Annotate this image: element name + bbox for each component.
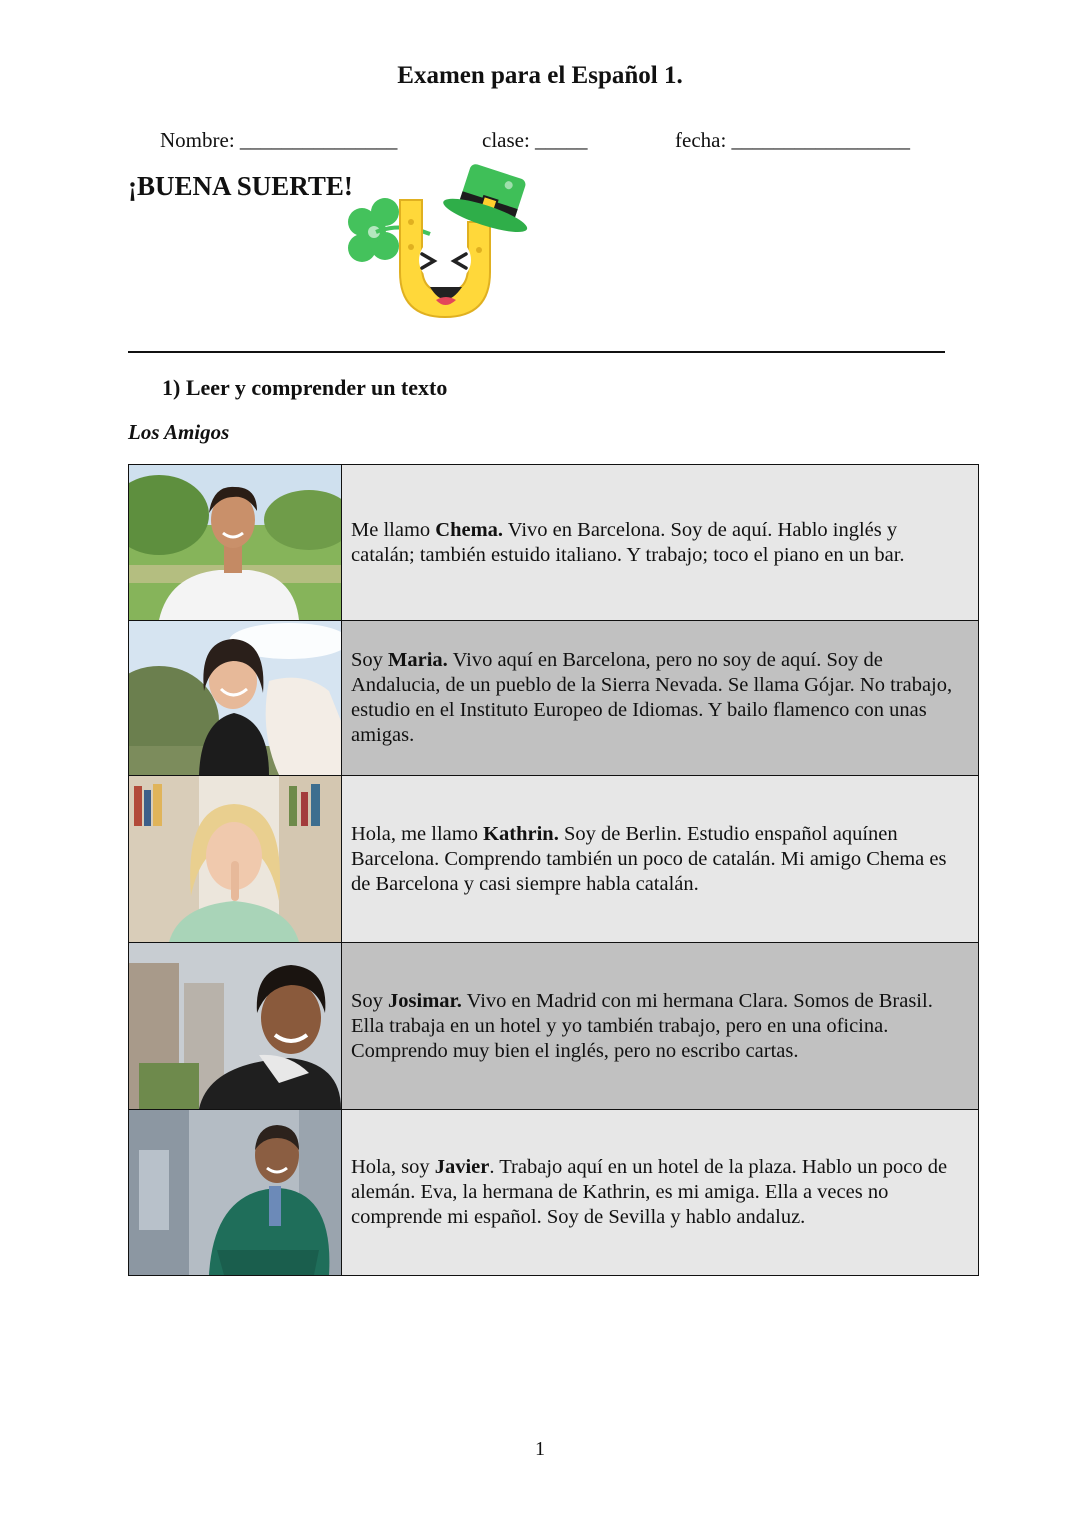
javier-photo (129, 1110, 342, 1275)
table-row (129, 775, 978, 942)
table-row (129, 465, 978, 620)
chema-photo (129, 465, 342, 620)
table-row (129, 620, 978, 775)
exam-title: Examen para el Español 1. (397, 62, 683, 89)
lucky-horseshoe-icon (340, 162, 540, 327)
date-field[interactable]: fecha: _________________ (675, 128, 911, 152)
chema-description: Vivo en Barcelona. Soy de aquí. Hablo inglés y catalán; también estuido italiano. Y trabajo; toco el piano en un bar. (351, 518, 905, 566)
table-row (129, 1109, 978, 1275)
chema-name: Chema. (435, 518, 504, 541)
section-divider (128, 351, 945, 353)
class-field[interactable]: clase: _____ (482, 128, 588, 152)
josimar-photo (129, 943, 342, 1109)
kathrin-text (342, 776, 978, 942)
name-field[interactable]: Nombre: _______________ (160, 128, 398, 152)
section-heading: 1) Leer y comprender un texto (162, 375, 448, 400)
maria-intro: Soy (351, 649, 389, 671)
josimar-intro: Soy (351, 989, 389, 1012)
maria-name: Maria. (388, 649, 448, 671)
maria-photo (129, 621, 342, 775)
javier-name: Javier (434, 1156, 490, 1178)
kathrin-name: Kathrin. (483, 822, 559, 845)
javier-intro: Hola, soy (351, 1156, 435, 1178)
kathrin-photo (129, 776, 342, 942)
maria-text (342, 621, 978, 775)
kathrin-intro: Hola, me llamo (351, 822, 484, 845)
javier-description: . Trabajo aquí en un hotel de la plaza. Hablo un poco de alemán. Eva, la hermana de Kathrin, es mi amiga. Ella a veces no comprende mi español. Soy de Sevilla y hablo andaluz. (351, 1156, 948, 1228)
maria-description: Vivo aquí en Barcelona, pero no soy de aquí. Soy de Andalucia, de un pueblo de la Sierra Nevada. Se llama Gójar. No trabajo, estudio en el Instituto Europeo de Idiomas. Y bailo flamenco con unas amigas. (351, 649, 953, 746)
javier-text (342, 1110, 978, 1275)
josimar-name: Josimar. (388, 989, 462, 1012)
good-luck-text: ¡BUENA SUERTE! (128, 171, 353, 201)
josimar-description: Vivo en Madrid con mi hermana Clara. Somos de Brasil. Ella trabaja en un hotel y yo también trabajo, pero en una oficina. Comprendo muy bien el inglés, pero no escribo cartas. (351, 989, 933, 1062)
table-row (129, 942, 978, 1109)
kathrin-description: Soy de Berlin. Estudio enspañol aquínen Barcelona. Comprendo también un poco de catalán. Mi amigo Chema es de Barcelona y casi siempre habla catalán. (351, 822, 947, 895)
josimar-text (342, 943, 978, 1109)
chema-intro: Me llamo (351, 518, 436, 541)
chema-text (342, 465, 978, 620)
reading-title: Los Amigos (128, 420, 230, 444)
page-number: 1 (535, 1438, 545, 1460)
friends-table (128, 464, 979, 1276)
